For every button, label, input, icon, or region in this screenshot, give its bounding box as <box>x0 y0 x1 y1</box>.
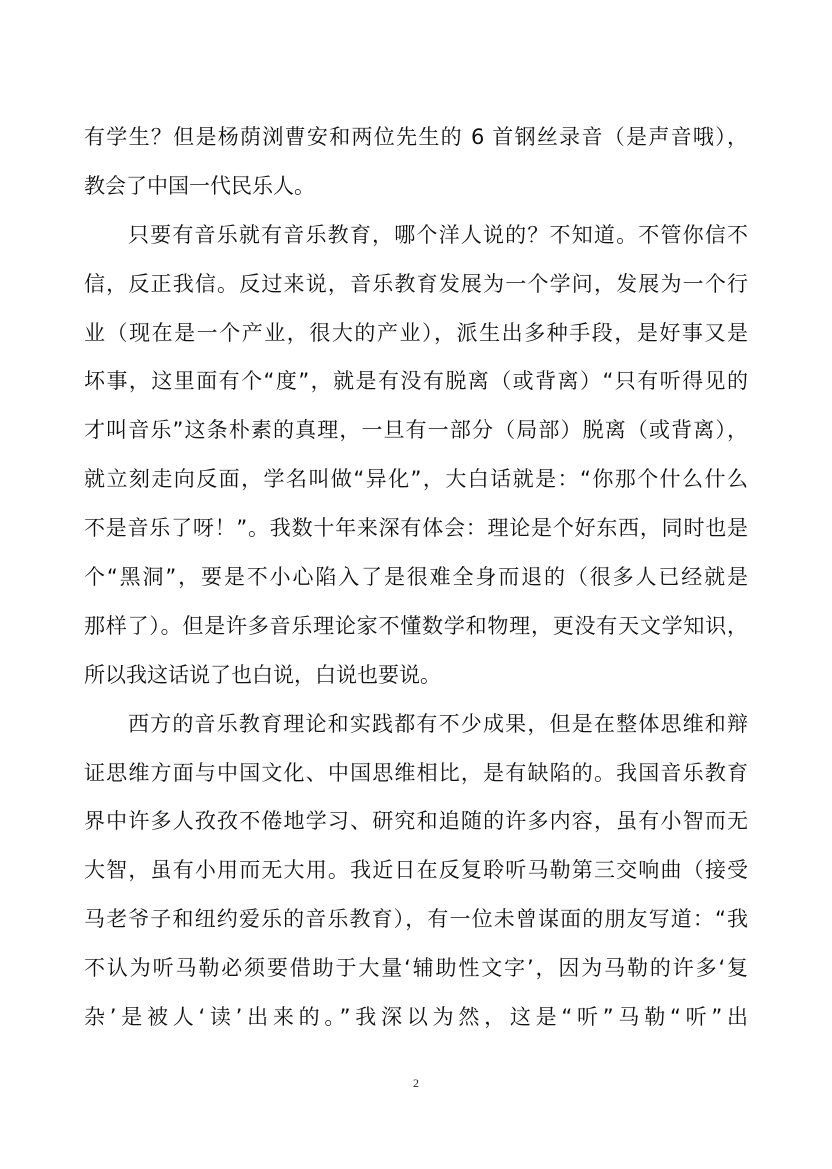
text-line-4: 信，反正我信。反过来说，音乐教育发展为一个学问，发展为一个行 <box>84 271 748 296</box>
text-line-7: 才叫音乐”这条朴素的真理，一旦有一部分（局部）脱离（或背离）， <box>84 418 748 443</box>
text-line-16: 大智，虽有小用而无大用。我近日在反复聆听马勒第三交响曲（接受 <box>84 858 748 883</box>
text-line-2: 教会了中国一代民乐人。 <box>84 173 315 198</box>
text-line-1: 有学生？但是杨荫浏曹安和两位先生的 6 首钢丝录音（是声音哦）， <box>84 125 748 149</box>
text-line-17: 马老爷子和纽约爱乐的音乐教育），有一位未曾谋面的朋友写道：“我 <box>84 907 748 932</box>
text-line-10: 个“黑洞”，要是不小心陷入了是很难全身而退的（很多人已经就是 <box>84 565 748 590</box>
text-line-6: 坏事，这里面有个“度”，就是有没有脱离（或背离）“只有听得见的 <box>84 369 748 394</box>
text-line-13: 西方的音乐教育理论和实践都有不少成果，但是在整体思维和辩 <box>128 711 748 736</box>
text-line-9: 不是音乐了呀！”。我数十年来深有体会：理论是个好东西，同时也是 <box>84 516 748 541</box>
text-line-19: 杂’是被人‘读’出来的。”我深以为然，这是“听”马勒“听”出 <box>84 1005 748 1030</box>
text-line-18: 不认为听马勒必须要借助于大量‘辅助性文字’，因为马勒的许多‘复 <box>84 956 748 981</box>
text-line-14: 证思维方面与中国文化、中国思维相比，是有缺陷的。我国音乐教育 <box>84 760 748 785</box>
text-line-12: 所以我这话说了也白说，白说也要说。 <box>84 662 441 687</box>
text-line-8: 就立刻走向反面，学名叫做“异化”，大白话就是：“你那个什么什么 <box>84 467 748 492</box>
text-line-11: 那样了）。但是许多音乐理论家不懂数学和物理，更没有天文学知识， <box>84 613 748 638</box>
text-line-5: 业（现在是一个产业，很大的产业），派生出多种手段，是好事又是 <box>84 320 748 345</box>
page-number: 2 <box>413 1076 419 1090</box>
body-text <box>84 113 748 1042</box>
text-line-15: 界中许多人孜孜不倦地学习、研究和追随的许多内容，虽有小智而无 <box>84 809 748 834</box>
text-line-3: 只要有音乐就有音乐教育，哪个洋人说的？不知道。不管你信不 <box>128 222 748 247</box>
